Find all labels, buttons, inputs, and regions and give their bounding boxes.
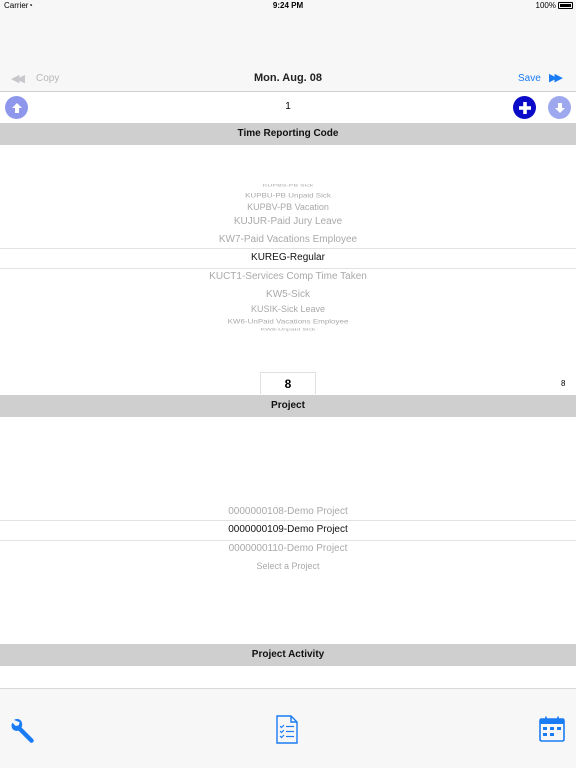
status-time: 9:24 PM bbox=[272, 1, 304, 10]
carrier-label: Carrier bbox=[4, 1, 29, 10]
bottom-toolbar bbox=[0, 688, 576, 768]
battery-icon bbox=[558, 2, 573, 9]
status-bar bbox=[0, 0, 576, 12]
document-checklist-icon[interactable] bbox=[276, 715, 298, 744]
next-day-icon[interactable]: ▶▶ bbox=[549, 72, 560, 84]
picker-item[interactable]: Select a Project bbox=[256, 561, 320, 571]
down-arrow-icon[interactable] bbox=[548, 96, 571, 119]
picker-selected-item[interactable]: KUREG-Regular bbox=[251, 252, 325, 263]
picker-selected-item[interactable]: 0000000109-Demo Project bbox=[228, 524, 348, 535]
entry-line-number: 1 bbox=[285, 101, 291, 112]
project-picker[interactable] bbox=[0, 417, 576, 644]
add-icon[interactable] bbox=[513, 96, 536, 119]
wifi-icon: ◔ bbox=[28, 1, 33, 10]
date-title: Mon. Aug. 08 bbox=[253, 72, 323, 84]
time-reporting-code-header: Time Reporting Code bbox=[0, 123, 576, 145]
copy-button[interactable]: Copy bbox=[36, 73, 60, 84]
calendar-icon[interactable] bbox=[539, 716, 565, 742]
picker-item[interactable]: KW7-Paid Vacations Employee bbox=[218, 234, 358, 245]
navigation-bar bbox=[0, 12, 576, 92]
time-reporting-code-picker[interactable] bbox=[0, 145, 576, 372]
picker-item[interactable]: KUPBS-PB Sick bbox=[262, 183, 314, 188]
picker-item[interactable]: 0000000110-Demo Project bbox=[228, 543, 348, 554]
save-button[interactable]: Save bbox=[518, 73, 541, 84]
project-header: Project bbox=[0, 395, 576, 417]
picker-item[interactable]: KUPBV-PB Vacation bbox=[247, 202, 329, 212]
picker-item[interactable]: KUCT1-Services Comp Time Taken bbox=[209, 271, 367, 282]
picker-item[interactable]: KUSIK-Sick Leave bbox=[250, 304, 326, 314]
picker-item[interactable]: KUJUR-Paid Jury Leave bbox=[233, 216, 343, 227]
picker-item[interactable]: KUPBU-PB Unpaid Sick bbox=[245, 191, 331, 200]
picker-item[interactable]: KW6-UnPaid Vacations Employee bbox=[227, 317, 349, 326]
picker-item[interactable]: KW5-Sick bbox=[266, 289, 310, 300]
previous-day-icon[interactable]: ◀◀ bbox=[11, 73, 22, 85]
project-activity-header: Project Activity bbox=[0, 644, 576, 666]
picker-item[interactable]: 0000000108-Demo Project bbox=[228, 506, 348, 517]
hours-total: 8 bbox=[561, 379, 566, 388]
entry-navigation-row bbox=[0, 92, 576, 123]
battery-percent: 100% bbox=[535, 1, 556, 10]
picker-item[interactable]: KW8-Unpaid Sick bbox=[260, 327, 316, 332]
wrench-icon[interactable] bbox=[10, 716, 38, 744]
hours-input[interactable]: 8 bbox=[260, 372, 316, 394]
